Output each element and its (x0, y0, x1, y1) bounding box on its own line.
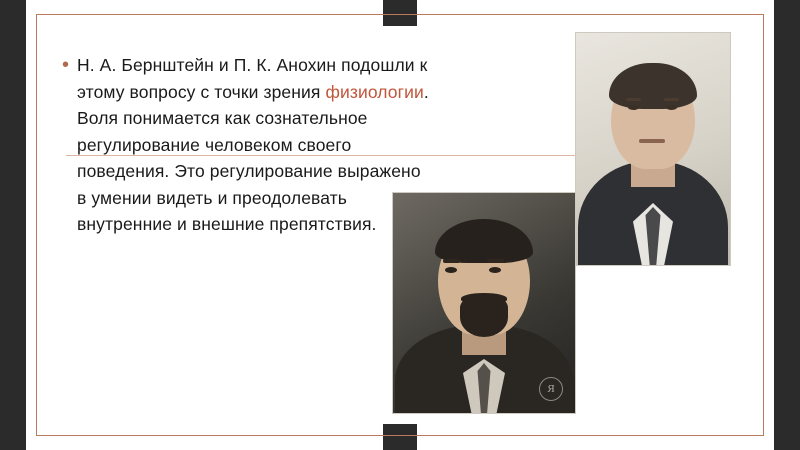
portrait-eyebrow-right (487, 259, 504, 263)
portrait-eyebrow-left (443, 259, 460, 263)
body-text-segment-2: . Воля понимается как сознательное регулирование человеком своего поведения. Это регулирование выражено в умении видеть и преодолевать внутренние и внешние препятствия. (77, 81, 429, 234)
highlighted-term: физиологии (325, 81, 424, 102)
right-decorative-band (774, 0, 800, 450)
slide-body-text (62, 52, 432, 238)
bullet-point-icon: • (62, 54, 70, 76)
portrait-photo-bottom-center (392, 192, 576, 414)
portrait-eye-left (628, 105, 639, 110)
portrait-mustache (461, 293, 507, 304)
bullet-text (77, 52, 432, 238)
portrait-eye-right (666, 105, 677, 110)
portrait-mouth (639, 139, 665, 143)
portrait-eye-right (489, 267, 501, 273)
bullet-item (62, 52, 432, 238)
portrait-eyebrow-right (664, 98, 679, 101)
portrait-eye-left (445, 267, 457, 273)
portrait-photo-top-right (575, 32, 731, 266)
left-decorative-band (0, 0, 26, 450)
body-text-segment-1: Н. А. Бернштейн и П. К. Анохин подошли к этому вопросу с точки зрения (77, 55, 428, 102)
portrait-eyebrow-left (626, 98, 641, 101)
photo-stamp-mark: Я (539, 377, 563, 401)
